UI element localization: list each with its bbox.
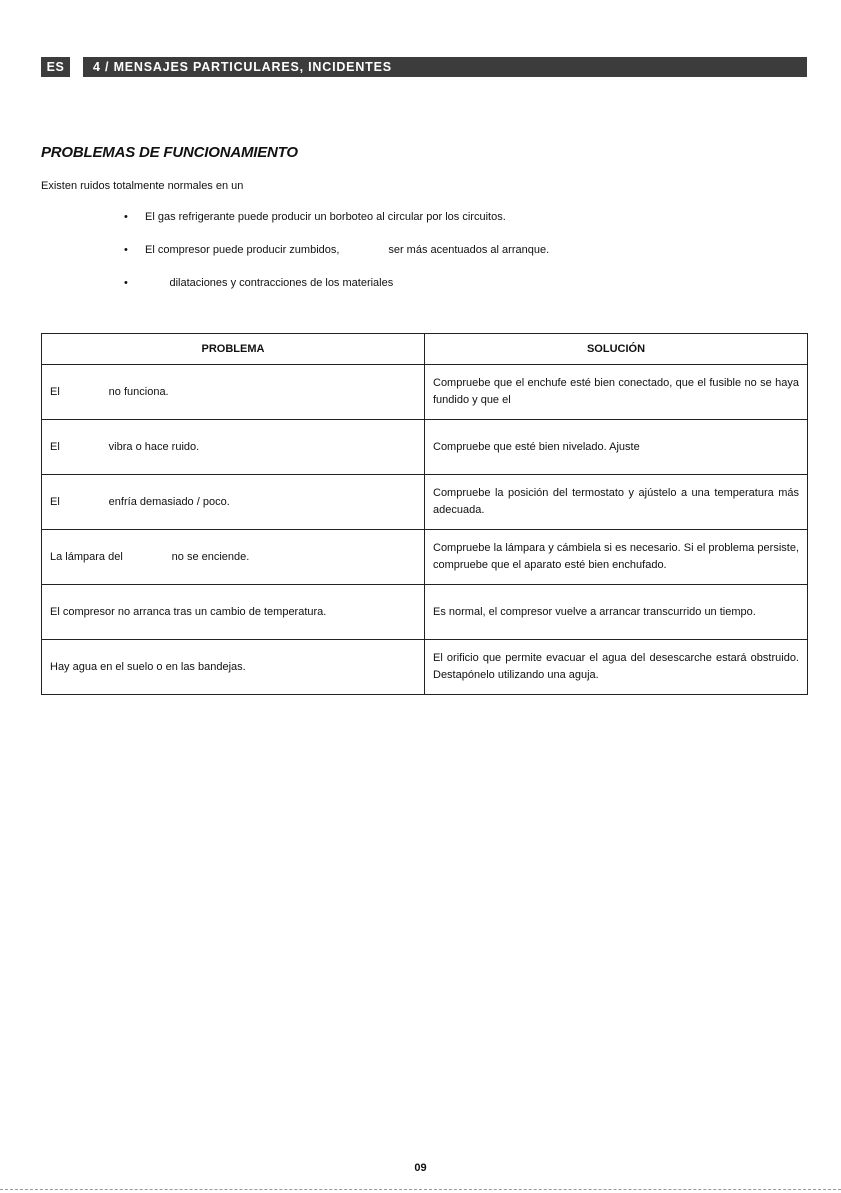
troubleshooting-table [41, 333, 808, 695]
problem-cell: La lámpara del no se enciende. [42, 530, 425, 585]
table-header-row [42, 334, 808, 365]
solution-cell: Es normal, el compresor vuelve a arrancar transcurrido un tiempo. [425, 585, 808, 640]
table-row [42, 585, 808, 640]
list-item: • dilataciones y contracciones de los materiales [124, 277, 394, 289]
solution-cell: Compruebe la posición del termostato y ajústelo a una temperatura más adecuada. [425, 475, 808, 530]
solution-column-header: SOLUCIÓN [425, 334, 808, 365]
list-item: • El gas refrigerante puede producir un borboteo al circular por los circuitos. [124, 211, 506, 223]
list-item: • El compresor puede producir zumbidos, ser más acentuados al arranque. [124, 244, 550, 256]
noise-list [124, 211, 549, 310]
table-row [42, 475, 808, 530]
problem-cell: El vibra o hace ruido. [42, 420, 425, 475]
solution-cell: El orificio que permite evacuar el agua del desescarche estará obstruido. Destapónelo utilizando una aguja. [425, 640, 808, 695]
header-title: 4 / MENSAJES PARTICULARES, INCIDENTES [83, 57, 807, 77]
table-row [42, 365, 808, 420]
bullet-icon: • [124, 277, 128, 289]
section-title: PROBLEMAS DE FUNCIONAMIENTO [41, 144, 298, 161]
intro-text: Existen ruidos totalmente normales en un [41, 180, 244, 192]
solution-cell: Compruebe que esté bien nivelado. Ajuste [425, 420, 808, 475]
bullet-icon: • [124, 211, 128, 223]
language-badge: ES [41, 57, 70, 77]
table-row [42, 420, 808, 475]
problem-cell: Hay agua en el suelo o en las bandejas. [42, 640, 425, 695]
table-row [42, 640, 808, 695]
solution-cell: Compruebe la lámpara y cámbiela si es necesario. Si el problema persiste, compruebe que el aparato esté bien enchufado. [425, 530, 808, 585]
bullet-icon: • [124, 244, 128, 256]
table-row [42, 530, 808, 585]
problem-cell: El enfría demasiado / poco. [42, 475, 425, 530]
section-header [41, 57, 807, 77]
page-bottom-divider [0, 1189, 841, 1190]
problem-cell: El no funciona. [42, 365, 425, 420]
solution-cell: Compruebe que el enchufe esté bien conectado, que el fusible no se haya fundido y que el [425, 365, 808, 420]
problem-column-header: PROBLEMA [42, 334, 425, 365]
page-number: 09 [414, 1162, 427, 1174]
problem-cell: El compresor no arranca tras un cambio de temperatura. [42, 585, 425, 640]
